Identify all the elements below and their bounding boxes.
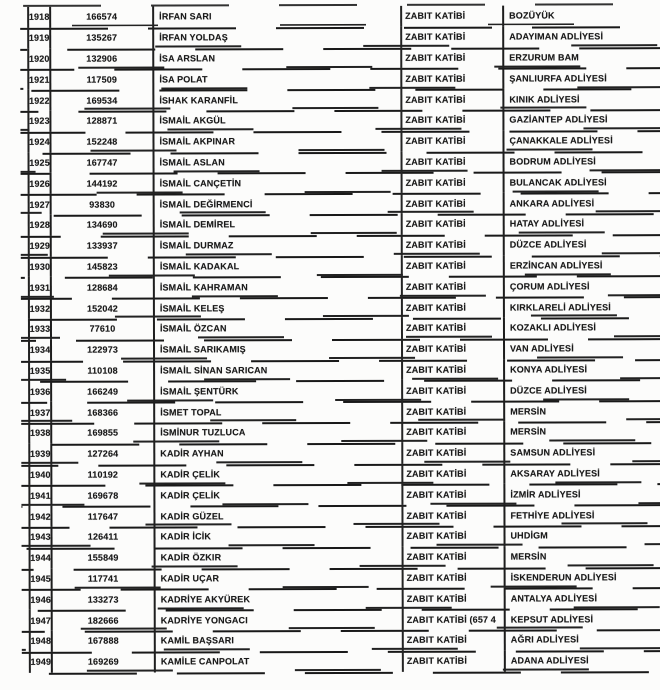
row-number-cell: 1940 — [28, 464, 50, 485]
registry-number-cell: 135267 — [49, 27, 152, 48]
table-row — [28, 400, 660, 422]
registry-number-cell: 169269 — [51, 651, 154, 672]
job-title-cell: ZABIT KATİBİ — [400, 68, 502, 89]
job-title-cell: ZABIT KATİBİ — [402, 629, 504, 650]
row-number-cell: 1937 — [28, 402, 50, 423]
row-number-cell: 1946 — [29, 589, 51, 610]
person-name-cell: İSA ARSLAN — [152, 47, 400, 68]
courthouse-cell: ADAYIMAN ADLİYESİ — [502, 26, 659, 47]
person-name-cell: KADİR UÇAR — [154, 567, 402, 588]
table-row — [28, 151, 660, 173]
row-number-cell: 1933 — [28, 319, 50, 340]
registry-number-cell: 168366 — [50, 402, 153, 423]
table-row — [28, 421, 660, 443]
registry-number-cell: 169534 — [49, 90, 152, 111]
table-row — [28, 172, 660, 194]
courthouse-cell: BODRUM ADLİYESİ — [503, 151, 660, 172]
person-name-cell: İRFAN SARI — [152, 6, 400, 27]
courthouse-cell: ŞANLIURFA ADLİYESİ — [502, 68, 659, 89]
table-row — [28, 213, 660, 235]
courthouse-cell: KONYA ADLİYESİ — [503, 359, 660, 380]
registry-number-cell: 167888 — [51, 630, 154, 651]
courthouse-cell: KINIK ADLİYESİ — [502, 88, 659, 109]
job-title-cell: ZABIT KATİBİ — [402, 546, 504, 567]
row-number-cell: 1928 — [28, 215, 50, 236]
registry-number-cell: 132906 — [49, 48, 152, 69]
courthouse-cell: ANKARA ADLİYESİ — [503, 192, 660, 213]
courthouse-cell: DÜZCE ADLİYESİ — [503, 380, 660, 401]
courthouse-cell: ERZURUM BAM — [502, 47, 659, 68]
person-name-cell: KADİR ÇELİK — [153, 463, 401, 484]
courthouse-cell: DÜZCE ADLİYESİ — [503, 234, 660, 255]
courthouse-cell: ERZİNCAN ADLİYESİ — [503, 255, 660, 276]
person-name-cell: İSMAİL AKGÜL — [152, 110, 400, 131]
person-name-cell: İSHAK KARANFİL — [152, 89, 400, 110]
job-title-cell: ZABIT KATİBİ — [401, 214, 503, 235]
row-number-cell: 1943 — [28, 527, 50, 548]
registry-number-cell: 128684 — [50, 277, 153, 298]
registry-number-cell: 169855 — [50, 422, 153, 443]
table-row — [28, 296, 660, 318]
person-name-cell: KADİR AYHAN — [153, 443, 401, 464]
table-row — [28, 380, 660, 402]
job-title-cell: ZABIT KATİBİ — [401, 172, 503, 193]
row-number-cell: 1922 — [27, 90, 49, 111]
table-row — [27, 26, 659, 48]
personnel-table — [27, 5, 660, 673]
courthouse-cell: MERSİN — [503, 421, 660, 442]
person-name-cell: İSMİNUR TUZLUCA — [153, 422, 401, 443]
row-number-cell: 1927 — [28, 194, 50, 215]
table-row — [27, 88, 659, 110]
person-name-cell: İSMAİL SİNAN SARICAN — [153, 359, 401, 380]
courthouse-cell: BOZÜYÜK — [502, 5, 659, 26]
row-number-cell: 1921 — [27, 69, 49, 90]
registry-number-cell: 133937 — [50, 235, 153, 256]
job-title-cell: ZABIT KATİBİ — [400, 130, 502, 151]
row-number-cell: 1935 — [28, 360, 50, 381]
table-row — [27, 68, 659, 90]
person-name-cell: KAMİLE CANPOLAT — [154, 651, 402, 672]
job-title-cell: ZABIT KATİBİ — [401, 505, 503, 526]
table-row — [28, 504, 660, 526]
registry-number-cell: 128871 — [49, 110, 152, 131]
person-name-cell: İSMAİL KELEŞ — [153, 297, 401, 318]
courthouse-cell: UHDİGM — [503, 525, 660, 546]
job-title-cell: ZABIT KATİBİ — [402, 650, 504, 671]
person-name-cell: KADRİYE YONGACI — [154, 609, 402, 630]
table-row — [27, 130, 659, 152]
table-row — [28, 276, 660, 298]
row-number-cell: 1918 — [27, 7, 49, 28]
registry-number-cell: 152042 — [50, 298, 153, 319]
registry-number-cell: 122973 — [50, 339, 153, 360]
person-name-cell: İSMAİL DEMİREL — [153, 214, 401, 235]
registry-number-cell: 167747 — [50, 152, 153, 173]
courthouse-cell: ÇANAKKALE ADLİYESİ — [502, 130, 659, 151]
row-number-cell: 1923 — [27, 111, 49, 132]
courthouse-cell: VAN ADLİYESİ — [503, 338, 660, 359]
person-name-cell: KADİR ÖZKIR — [154, 547, 402, 568]
person-name-cell: İSA POLAT — [152, 68, 400, 89]
courthouse-cell: GAZİANTEP ADLİYESİ — [502, 109, 659, 130]
row-number-cell: 1924 — [27, 132, 49, 153]
courthouse-cell: HATAY ADLİYESİ — [503, 213, 660, 234]
registry-number-cell: 166574 — [49, 7, 152, 28]
row-number-cell: 1925 — [28, 152, 50, 173]
person-name-cell: İSMAİL KAHRAMAN — [153, 276, 401, 297]
table-row — [28, 255, 660, 277]
courthouse-cell: ÇORUM ADLİYESİ — [503, 276, 660, 297]
row-number-cell: 1947 — [29, 610, 51, 631]
row-number-cell: 1944 — [29, 547, 51, 568]
table-row — [29, 546, 660, 568]
registry-number-cell: 145823 — [50, 256, 153, 277]
job-title-cell: ZABIT KATİBİ — [401, 401, 503, 422]
person-name-cell: İSMAİL ŞENTÜRK — [153, 380, 401, 401]
job-title-cell: ZABIT KATİBİ — [401, 234, 503, 255]
job-title-cell: ZABIT KATİBİ — [400, 26, 502, 47]
courthouse-cell: MERSİN — [503, 400, 660, 421]
courthouse-cell: ADANA ADLİYESİ — [504, 650, 660, 671]
row-number-cell: 1926 — [28, 173, 50, 194]
registry-number-cell: 126411 — [50, 526, 153, 547]
job-title-cell: ZABIT KATİBİ — [400, 110, 502, 131]
table-row — [29, 608, 660, 630]
table-row — [29, 587, 660, 609]
table-row — [27, 109, 659, 131]
courthouse-cell: İSKENDERUN ADLİYESİ — [504, 567, 660, 588]
courthouse-cell: KOZAKLI ADLİYESİ — [503, 317, 660, 338]
row-number-cell: 1929 — [28, 236, 50, 257]
table-row — [28, 525, 660, 547]
job-title-cell: ZABIT KATİBİ — [402, 588, 504, 609]
registry-number-cell: 166249 — [50, 381, 153, 402]
table-row — [28, 338, 660, 360]
person-name-cell: İSMAİL DEĞİRMENCİ — [153, 193, 401, 214]
row-number-cell: 1931 — [28, 277, 50, 298]
row-number-cell: 1930 — [28, 256, 50, 277]
table-row — [28, 234, 660, 256]
row-number-cell: 1942 — [28, 506, 50, 527]
registry-number-cell: 117741 — [51, 568, 154, 589]
person-name-cell: KADİR ÇELİK — [153, 484, 401, 505]
row-number-cell: 1941 — [28, 485, 50, 506]
job-title-cell: ZABIT KATİBİ — [401, 442, 503, 463]
table-row — [29, 629, 660, 651]
courthouse-cell: AĞRI ADLİYESİ — [504, 629, 660, 650]
table-row — [29, 650, 660, 672]
job-title-cell: ZABIT KATİBİ — [400, 89, 502, 110]
courthouse-cell: KIRKLARELİ ADLİYESİ — [503, 296, 660, 317]
table-row — [28, 317, 660, 339]
registry-number-cell: 117647 — [50, 506, 153, 527]
job-title-cell: ZABIT KATİBİ — [401, 463, 503, 484]
registry-number-cell: 144192 — [50, 173, 153, 194]
registry-number-cell: 93830 — [50, 194, 153, 215]
registry-number-cell: 182666 — [51, 610, 154, 631]
courthouse-cell: FETHİYE ADLİYESİ — [503, 504, 660, 525]
registry-number-cell: 134690 — [50, 214, 153, 235]
person-name-cell: KAMİL BAŞSARI — [154, 630, 402, 651]
registry-number-cell: 77610 — [50, 318, 153, 339]
job-title-cell: ZABIT KATİBİ — [401, 318, 503, 339]
job-title-cell: ZABIT KATİBİ — [401, 359, 503, 380]
row-number-cell: 1939 — [28, 444, 50, 465]
table-row — [28, 359, 660, 381]
table-row — [28, 442, 660, 464]
person-name-cell: İRFAN YOLDAŞ — [152, 27, 400, 48]
row-number-cell: 1938 — [28, 423, 50, 444]
row-number-cell: 1948 — [29, 631, 51, 652]
job-title-cell: ZABIT KATİBİ — [401, 422, 503, 443]
job-title-cell: ZABIT KATİBİ — [401, 484, 503, 505]
job-title-cell: ZABIT KATİBİ — [401, 255, 503, 276]
table-row — [28, 192, 660, 214]
person-name-cell: İSMAİL AKPINAR — [152, 131, 400, 152]
courthouse-cell: KEPSUT ADLİYESİ — [504, 608, 660, 629]
person-name-cell: KADRİYE AKYÜREK — [154, 588, 402, 609]
table-row — [29, 567, 660, 589]
courthouse-cell: BULANCAK ADLİYESİ — [503, 172, 660, 193]
courthouse-cell: MERSİN — [504, 546, 660, 567]
job-title-cell: ZABIT KATİBİ — [401, 276, 503, 297]
person-name-cell: KADİR İCİK — [153, 526, 401, 547]
person-name-cell: KADİR GÜZEL — [153, 505, 401, 526]
registry-number-cell: 117509 — [49, 69, 152, 90]
row-number-cell: 1945 — [29, 568, 51, 589]
row-number-cell: 1920 — [27, 48, 49, 69]
registry-number-cell: 169678 — [50, 485, 153, 506]
table-row — [27, 5, 659, 27]
table-row — [27, 47, 659, 69]
row-number-cell: 1949 — [29, 651, 51, 672]
job-title-cell: ZABIT KATİBİ — [402, 567, 504, 588]
courthouse-cell: SAMSUN ADLİYESİ — [503, 442, 660, 463]
courthouse-cell: İZMİR ADLİYESİ — [503, 484, 660, 505]
job-title-cell: ZABIT KATİBİ — [401, 338, 503, 359]
row-number-cell: 1932 — [28, 298, 50, 319]
table-row — [28, 463, 660, 485]
job-title-cell: ZABIT KATİBİ — [401, 297, 503, 318]
table-row — [28, 484, 660, 506]
person-name-cell: İSMAİL SARIKAMIŞ — [153, 339, 401, 360]
registry-number-cell: 152248 — [49, 131, 152, 152]
row-number-cell: 1919 — [27, 28, 49, 49]
job-title-cell: ZABIT KATİBİ — [401, 380, 503, 401]
person-name-cell: İSMET TOPAL — [153, 401, 401, 422]
person-name-cell: İSMAİL DURMAZ — [153, 235, 401, 256]
person-name-cell: İSMAİL KADAKAL — [153, 255, 401, 276]
person-name-cell: İSMAİL CANÇETİN — [153, 172, 401, 193]
registry-number-cell: 155849 — [51, 547, 154, 568]
registry-number-cell: 110192 — [50, 464, 153, 485]
courthouse-cell: ANTALYA ADLİYESİ — [504, 587, 660, 608]
job-title-cell: ZABIT KATİBİ (657 4 — [402, 609, 504, 630]
registry-number-cell: 127264 — [50, 443, 153, 464]
job-title-cell: ZABIT KATİBİ — [400, 6, 502, 27]
row-number-cell: 1934 — [28, 340, 50, 361]
job-title-cell: ZABIT KATİBİ — [401, 526, 503, 547]
courthouse-cell: AKSARAY ADLİYESİ — [503, 463, 660, 484]
registry-number-cell: 110108 — [50, 360, 153, 381]
job-title-cell: ZABIT KATİBİ — [401, 151, 503, 172]
person-name-cell: İSMAİL ÖZCAN — [153, 318, 401, 339]
job-title-cell: ZABIT KATİBİ — [400, 47, 502, 68]
row-number-cell: 1936 — [28, 381, 50, 402]
job-title-cell: ZABIT KATİBİ — [401, 193, 503, 214]
person-name-cell: İSMAİL ASLAN — [153, 151, 401, 172]
registry-number-cell: 133273 — [51, 589, 154, 610]
